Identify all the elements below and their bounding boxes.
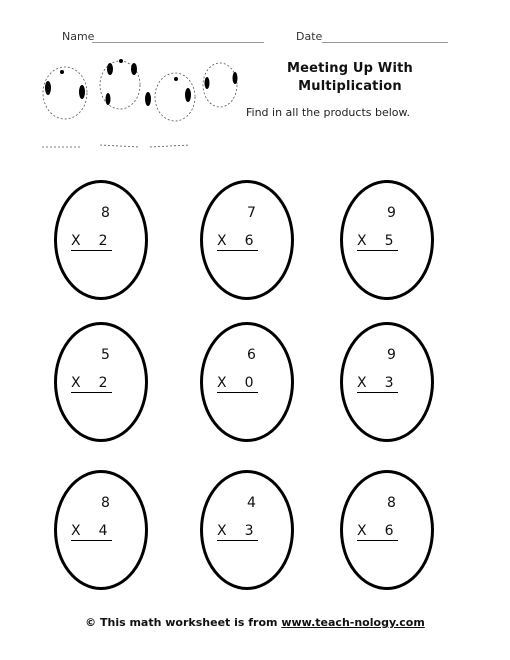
times-sign: X <box>217 233 227 249</box>
multiplier: 2 <box>98 375 108 391</box>
multiplicand: 8 <box>101 495 110 511</box>
multiplier: 6 <box>384 523 394 539</box>
footer-credit <box>0 616 510 629</box>
problem-egg[interactable] <box>200 180 294 300</box>
title-line-2: Multiplication <box>298 79 402 94</box>
multiplier-row <box>217 375 258 393</box>
multiplier: 6 <box>244 233 254 249</box>
multiplicand: 9 <box>387 347 396 363</box>
times-sign: X <box>71 233 81 249</box>
multiplier: 5 <box>384 233 394 249</box>
multiplicand: 7 <box>247 205 256 221</box>
multiplier: 2 <box>98 233 108 249</box>
multiplicand: 4 <box>247 495 256 511</box>
problem-egg[interactable] <box>54 180 148 300</box>
multiplier-row <box>357 233 398 251</box>
multiplier: 0 <box>244 375 254 391</box>
multiplicand: 6 <box>247 347 256 363</box>
problem-egg[interactable] <box>54 470 148 590</box>
instructions: Find in all the products below. <box>246 106 411 119</box>
multiplier-row <box>357 375 398 393</box>
times-sign: X <box>217 523 227 539</box>
title-line-1: Meeting Up With <box>287 61 413 76</box>
times-sign: X <box>217 375 227 391</box>
multiplier: 4 <box>98 523 108 539</box>
date-label: Date <box>296 30 323 43</box>
problem-egg[interactable] <box>200 470 294 590</box>
times-sign: X <box>357 233 367 249</box>
problem-egg[interactable] <box>340 180 434 300</box>
multiplier-row <box>71 233 112 251</box>
date-line[interactable] <box>322 42 448 43</box>
worksheet-title <box>250 60 450 96</box>
times-sign: X <box>71 375 81 391</box>
chicks-illustration <box>40 55 240 155</box>
multiplier: 3 <box>244 523 254 539</box>
name-line[interactable] <box>92 42 264 43</box>
multiplier-row <box>71 375 112 393</box>
name-label: Name <box>62 30 95 43</box>
multiplier-row <box>217 233 258 251</box>
footer-text: © This math worksheet is from <box>85 616 282 629</box>
multiplicand: 9 <box>387 205 396 221</box>
multiplicand: 5 <box>101 347 110 363</box>
times-sign: X <box>71 523 81 539</box>
times-sign: X <box>357 523 367 539</box>
footer-link[interactable]: www.teach-nology.com <box>281 616 425 629</box>
multiplier: 3 <box>384 375 394 391</box>
problem-egg[interactable] <box>340 322 434 442</box>
multiplicand: 8 <box>387 495 396 511</box>
problem-egg[interactable] <box>54 322 148 442</box>
multiplier-row <box>357 523 398 541</box>
multiplicand: 8 <box>101 205 110 221</box>
problem-egg[interactable] <box>340 470 434 590</box>
times-sign: X <box>357 375 367 391</box>
multiplier-row <box>217 523 258 541</box>
multiplier-row <box>71 523 112 541</box>
problem-egg[interactable] <box>200 322 294 442</box>
